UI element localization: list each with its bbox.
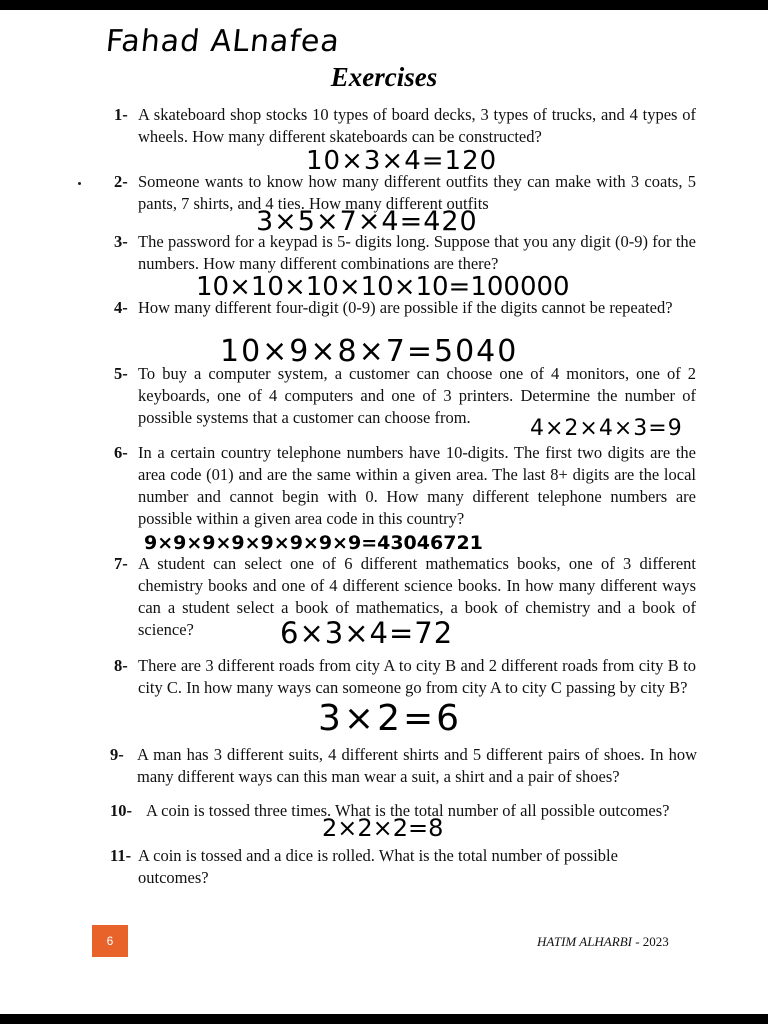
question-number: 2-	[114, 172, 128, 191]
answer-10: 2×2×2=8	[322, 814, 444, 842]
student-name: Fahad ALnafea	[104, 24, 342, 59]
question-number: 7-	[114, 554, 128, 573]
question-text: A man has 3 different suits, 4 different shirts and 5 different pairs of shoes. In how many different ways can this man wear a suit, a shirt and a pair of shoes?	[137, 745, 697, 786]
question-9	[0, 744, 768, 794]
bottom-border	[0, 1014, 768, 1024]
answer-6: 9×9×9×9×9×9×9×9=43046721	[144, 532, 483, 554]
question-6	[0, 442, 768, 534]
question-number: 8-	[114, 656, 128, 675]
question-number: 11-	[110, 846, 132, 865]
question-text: How many different four-digit (0-9) are possible if the digits cannot be repeated?	[138, 298, 673, 317]
question-text: A student can select one of 6 different mathematics books, one of 3 different chemistry books and one of 4 different science books. In how many different ways can a student select a book of mathematics, a book of chemistry and a book of science?	[138, 554, 696, 639]
page-title: Exercises	[330, 62, 438, 92]
answer-4: 10×9×8×7=5040	[220, 334, 519, 369]
footer-year: - 2023	[631, 934, 669, 949]
question-number: 9-	[110, 745, 124, 764]
answer-7: 6×3×4=72	[280, 616, 454, 650]
question-text: A skateboard shop stocks 10 types of board decks, 3 types of trucks, and 4 types of wheels. How many different skateboards can be constructed?	[138, 105, 696, 146]
question-number: 3-	[114, 232, 128, 251]
question-number: 5-	[114, 364, 128, 383]
question-number: 4-	[114, 298, 128, 317]
answer-8: 3×2=6	[318, 698, 463, 739]
question-text: Someone wants to know how many different outfits they can make with 3 coats, 5 pants, 7 shirts, and 4 ties. How many different outfits	[138, 172, 696, 213]
question-text: The password for a keypad is 5- digits long. Suppose that you any digit (0-9) for the numbers. How many different combinations are there?	[138, 232, 696, 273]
question-text: In a certain country telephone numbers have 10-digits. The first two digits are the area code (01) and are the same within a given area. The last 8+ digits are the local number and cannot begin with 0. How many different telephone numbers are possible within a given area code in this country?	[138, 443, 696, 528]
worksheet-page	[0, 10, 768, 1014]
answer-2: 3×5×7×4=420	[256, 206, 478, 237]
question-text: There are 3 different roads from city A to city B and 2 different roads from city B to city C. In how many ways can someone go from city A to city C passing by city B?	[138, 656, 696, 697]
question-text: To buy a computer system, a customer can choose one of 4 monitors, one of 2 keyboards, one of 4 computers and one of 3 printers. Determine the number of possible systems that a customer can choose from.	[138, 364, 696, 427]
footer-author-name: HATIM ALHARBI	[537, 934, 632, 949]
question-text: A coin is tossed three times. What is the total number of all possible outcomes?	[146, 801, 670, 820]
answer-3: 10×10×10×10×10=100000	[196, 272, 570, 302]
footer-author	[537, 934, 669, 950]
answer-1: 10×3×4=120	[306, 146, 498, 176]
question-text: A coin is tossed and a dice is rolled. What is the total number of possible outcomes?	[138, 846, 618, 887]
question-number: 1-	[114, 105, 128, 124]
question-11	[0, 845, 768, 895]
page-number-badge: 6	[92, 925, 128, 957]
answer-5: 4×2×4×3=9	[530, 416, 683, 441]
question-number: 10-	[110, 801, 132, 820]
question-number: 6-	[114, 443, 128, 462]
